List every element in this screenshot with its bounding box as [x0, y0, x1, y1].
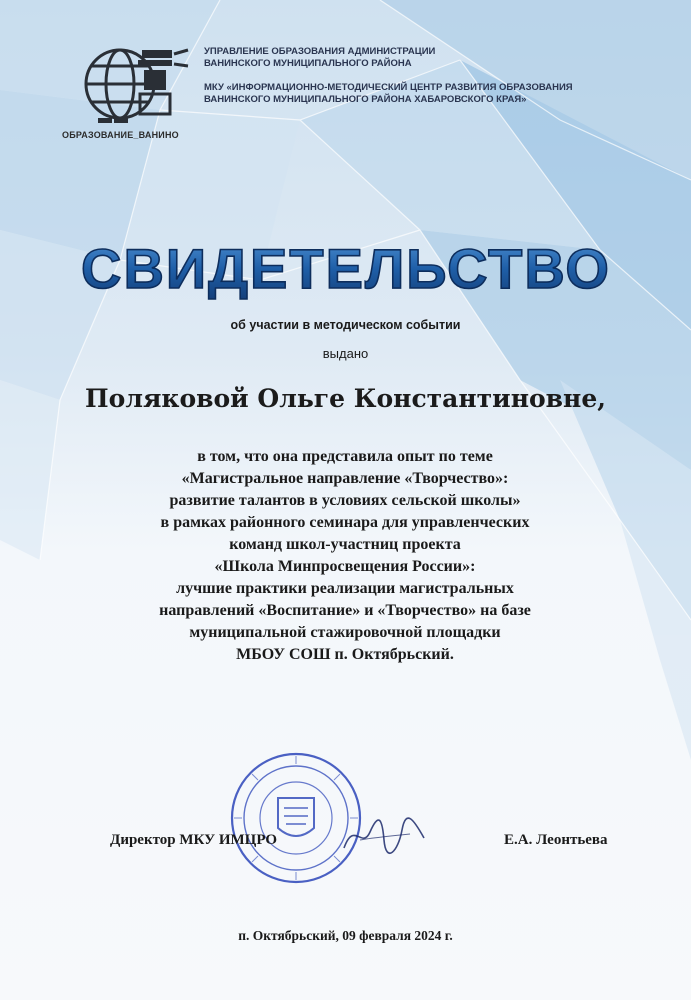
body-line: «Магистральное направление «Творчество»:	[181, 470, 509, 487]
org2-line2: ВАНИНСКОГО МУНИЦИПАЛЬНОГО РАЙОНА ХАБАРОВСКОГО КРАЯ»	[204, 94, 527, 105]
certificate-title-text: СВИДЕТЕЛЬСТВО	[80, 237, 611, 300]
body-line: МБОУ СОШ п. Октябрьский.	[236, 646, 454, 663]
org1-line1: УПРАВЛЕНИЕ ОБРАЗОВАНИЯ АДМИНИСТРАЦИИ	[204, 46, 436, 57]
certificate-body	[95, 446, 595, 666]
body-line: развитие талантов в условиях сельской школы»	[169, 492, 521, 509]
body-line: в том, что она представила опыт по теме	[197, 448, 493, 465]
certificate-title-wrap	[0, 230, 691, 310]
body-line: «Школа Минпросвещения России»:	[214, 558, 476, 575]
body-line: в рамках районного семинара для управленческих	[160, 514, 530, 531]
certificate-title	[46, 230, 646, 310]
globe-books-logo-icon	[78, 36, 198, 136]
place-date: п. Октябрьский, 09 февраля 2024 г.	[238, 928, 453, 943]
body-line: направлений «Воспитание» и «Творчество» на базе	[159, 602, 531, 619]
org1-line2: ВАНИНСКОГО МУНИЦИПАЛЬНОГО РАЙОНА	[204, 58, 412, 69]
issuer-header	[204, 46, 664, 106]
org2-line1: МКУ «ИНФОРМАЦИОННО-МЕТОДИЧЕСКИЙ ЦЕНТР РАЗВИТИЯ ОБРАЗОВАНИЯ	[204, 82, 573, 93]
recipient-name: Поляковой Ольге Константиновне,	[85, 384, 606, 413]
signatory-position: Директор МКУ ИМЦРО	[110, 832, 278, 848]
body-line: муниципальной стажировочной площадки	[189, 624, 501, 641]
certificate-subtitle: об участии в методическом событии	[230, 318, 461, 332]
signatory-name: Е.А. Леонтьева	[504, 832, 608, 848]
body-line: команд школ-участниц проекта	[229, 536, 461, 553]
handwritten-signature-icon	[340, 810, 430, 860]
logo-caption: ОБРАЗОВАНИЕ_ВАНИНО	[62, 130, 179, 140]
body-line: лучшие практики реализации магистральных	[176, 580, 514, 597]
issued-label: выдано	[322, 346, 369, 361]
